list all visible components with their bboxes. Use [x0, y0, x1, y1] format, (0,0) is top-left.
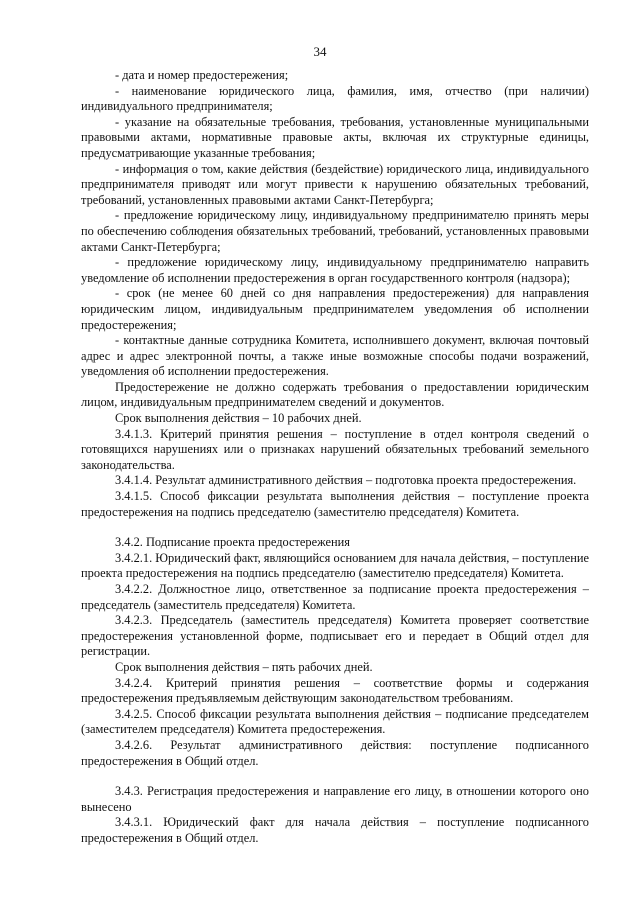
paragraph: 3.4.3.1. Юридический факт для начала действия – поступление подписанного предостережения в Общий отдел.: [81, 815, 589, 845]
list-item: - предложение юридическому лицу, индивидуальному предпринимателю принять меры по обеспечению соблюдения обязательных требований, требований, установленных правовыми актами Санкт-Петербурга;: [81, 208, 589, 254]
list-item: - предложение юридическому лицу, индивидуальному предпринимателю направить уведомление об исполнении предостережения в орган государственного контроля (надзора);: [81, 255, 589, 285]
list-item: - дата и номер предостережения;: [115, 68, 289, 82]
paragraph: 3.4.1.4. Результат административного действия – подготовка проекта предостережения.: [115, 473, 577, 488]
list-item: - контактные данные сотрудника Комитета, исполнившего документ, включая почтовый адрес и адрес электронной почты, а также иные возможные способы подачи возражений, уведомления об исполнении предостережения.: [81, 333, 589, 379]
list-item: - наименование юридического лица, фамилия, имя, отчество (при наличии) индивидуального предпринимателя;: [81, 83, 589, 114]
paragraph: Предостережение не должно содержать требования о предоставлении юридическим лицом, индивидуальным предпринимателем сведений и документов.: [81, 379, 589, 410]
list-item: - срок (не менее 60 дней со дня направления предостережения) для направления юридическим лицом, индивидуальным предпринимателем уведомления об исполнении предостережения;: [81, 286, 589, 332]
paragraph: 3.4.1.3. Критерий принятия решения – поступление в отдел контроля сведений о готовящихся нарушениях или о признаках нарушений обязательных требований земельного законодательства.: [81, 426, 589, 472]
paragraph: 3.4.1.5. Способ фиксации результата выполнения действия – поступление проекта предостережения на подпись председателю (заместителю председателя) Комитета.: [81, 489, 589, 519]
paragraph: Срок выполнения действия – пять рабочих дней.: [115, 659, 373, 674]
section-heading: 3.4.3. Регистрация предостережения и направление его лицу, в отношении которого оно вынесено: [81, 784, 589, 814]
document-body: [81, 68, 589, 847]
list-item: - информация о том, какие действия (бездействие) юридического лица, индивидуального предпринимателя приводят или могут привести к нарушению обязательных требований, требований, установленных правовыми актами Санкт-Петербурга;: [81, 161, 589, 207]
paragraph: 3.4.2.5. Способ фиксации результата выполнения действия – подписание председателем (заместителем председателя) Комитета предостережения.: [81, 706, 589, 737]
section-heading: 3.4.2. Подписание проекта предостережения: [115, 535, 350, 550]
paragraph: 3.4.2.2. Должностное лицо, ответственное за подписание проекта предостережения – председатель (заместитель председателя) Комитета.: [81, 582, 589, 612]
paragraph: 3.4.2.6. Результат административного действия: поступление подписанного предостережения в Общий отдел.: [81, 737, 589, 768]
page-number: 34: [313, 44, 327, 59]
paragraph: 3.4.2.1. Юридический факт, являющийся основанием для начала действия, – поступление проекта предостережения на подпись председателю (заместителю председателя) Комитета.: [81, 550, 589, 581]
paragraph: 3.4.2.3. Председатель (заместитель председателя) Комитета проверяет соответствие предостережения установленной форме, подписывает его и передает в Общий отдел для регистрации.: [81, 613, 589, 659]
list-item: - указание на обязательные требования, требования, установленные муниципальными правовыми актами, нормативные правовые акты, включая их структурные единицы, предусматривающие указанные требования;: [81, 114, 589, 160]
paragraph: 3.4.2.4. Критерий принятия решения – соответствие формы и содержания предостережения предъявляемым действующим законодательством требованиям.: [81, 675, 589, 706]
paragraph: Срок выполнения действия – 10 рабочих дней.: [115, 411, 362, 426]
